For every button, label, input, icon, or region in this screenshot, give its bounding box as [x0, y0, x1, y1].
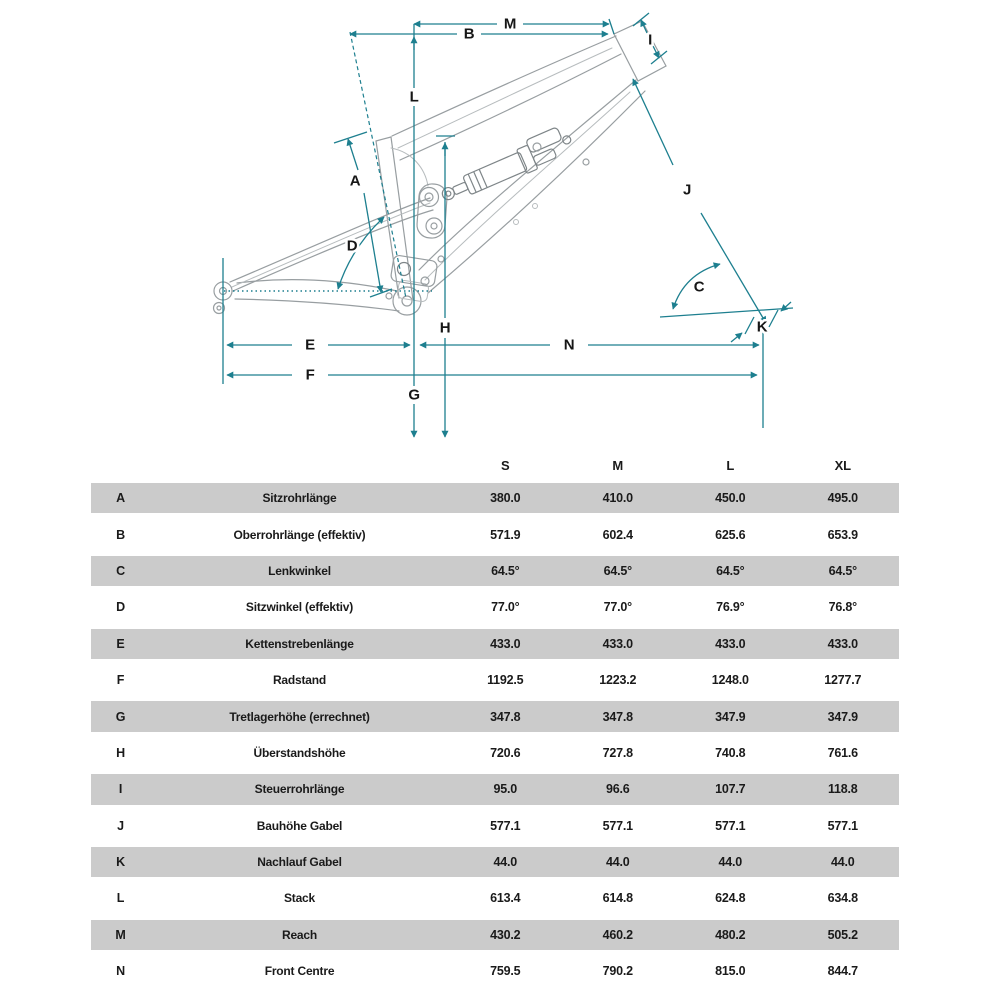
row-value-m: 727.8 — [602, 745, 633, 760]
row-value-l: 480.2 — [715, 927, 746, 942]
dim-label-i: I — [648, 31, 652, 49]
row-value-l: 624.8 — [715, 891, 746, 906]
dim-label-m: M — [503, 15, 517, 33]
row-letter: A — [116, 491, 125, 506]
row-letter: D — [116, 600, 125, 615]
dim-label-h: H — [439, 319, 451, 337]
row-value-xl: 495.0 — [827, 491, 858, 506]
row-label: Sitzwinkel (effektiv) — [245, 600, 354, 615]
row-value-xl: 577.1 — [827, 818, 858, 833]
table-body — [91, 480, 899, 989]
table-row — [91, 553, 899, 589]
row-letter: L — [116, 891, 125, 906]
row-value-xl: 761.6 — [827, 745, 858, 760]
row-value-xl: 1277.7 — [824, 673, 862, 688]
shock-drawing — [436, 124, 577, 208]
dim-label-a: A — [349, 172, 361, 190]
row-value-s: 430.2 — [490, 927, 521, 942]
row-value-l: 740.8 — [715, 745, 746, 760]
row-value-m: 96.6 — [605, 782, 630, 797]
row-letter: K — [116, 855, 125, 870]
size-header-l: L — [726, 457, 735, 473]
row-value-s: 1192.5 — [487, 673, 524, 688]
dim-label-l: L — [409, 88, 419, 106]
row-value-xl: 347.9 — [827, 709, 858, 724]
table-row — [91, 771, 899, 807]
row-label: Steuerrohrlänge — [254, 782, 345, 797]
table-row — [91, 953, 899, 989]
table-row — [91, 880, 899, 916]
ground-reference-line — [660, 308, 793, 317]
dim-label-g: G — [408, 386, 420, 404]
row-value-xl: 44.0 — [830, 855, 855, 870]
table-header-row — [91, 450, 899, 480]
row-letter: M — [115, 927, 126, 942]
row-label: Sitzrohrlänge — [262, 491, 337, 506]
row-value-xl: 634.8 — [827, 891, 858, 906]
size-header-xl: XL — [834, 457, 851, 473]
row-value-m: 433.0 — [602, 636, 633, 651]
row-value-m: 790.2 — [602, 964, 633, 979]
row-value-m: 602.4 — [602, 527, 633, 542]
row-value-l: 433.0 — [715, 636, 746, 651]
row-label: Reach — [281, 927, 318, 942]
dim-label-k: K — [756, 318, 768, 336]
table-row — [91, 662, 899, 698]
dim-label-c: C — [693, 278, 705, 296]
row-value-l: 107.7 — [715, 782, 746, 797]
row-value-l: 577.1 — [715, 818, 746, 833]
row-label: Nachlauf Gabel — [257, 855, 342, 870]
row-label: Tretlagerhöhe (errechnet) — [229, 709, 370, 724]
row-value-xl: 64.5° — [828, 563, 857, 578]
row-value-m: 614.8 — [602, 891, 633, 906]
row-letter: I — [118, 782, 123, 797]
size-header-m: M — [612, 457, 624, 473]
row-label: Radstand — [272, 673, 327, 688]
dim-label-f: F — [305, 366, 315, 384]
row-value-s: 77.0° — [491, 600, 520, 615]
row-letter: G — [115, 709, 126, 724]
bike-geometry-diagram — [0, 0, 990, 450]
dim-label-b: B — [463, 25, 475, 43]
row-value-xl: 505.2 — [827, 927, 858, 942]
row-value-l: 815.0 — [715, 964, 746, 979]
row-letter: E — [116, 636, 125, 651]
row-value-s: 95.0 — [493, 782, 518, 797]
row-value-s: 571.9 — [490, 527, 521, 542]
row-value-s: 759.5 — [490, 964, 521, 979]
row-value-xl: 653.9 — [827, 527, 858, 542]
table-row — [91, 516, 899, 552]
row-value-s: 64.5° — [491, 563, 520, 578]
table-row — [91, 589, 899, 625]
row-value-l: 347.9 — [715, 709, 746, 724]
row-letter: H — [116, 745, 125, 760]
row-value-m: 1223.2 — [599, 673, 637, 688]
row-letter: J — [117, 818, 124, 833]
row-value-s: 433.0 — [490, 636, 521, 651]
row-value-m: 44.0 — [605, 855, 630, 870]
row-value-m: 577.1 — [602, 818, 633, 833]
row-label: Bauhöhe Gabel — [256, 818, 343, 833]
row-value-xl: 844.7 — [827, 964, 858, 979]
row-value-xl: 76.8° — [828, 600, 857, 615]
row-letter: C — [116, 563, 125, 578]
row-label: Überstandshöhe — [253, 745, 346, 760]
row-label: Front Centre — [264, 964, 335, 979]
row-label: Lenkwinkel — [268, 563, 331, 578]
geometry-table — [91, 450, 899, 989]
row-value-m: 460.2 — [602, 927, 633, 942]
seat-axis-dashed-line — [350, 32, 406, 298]
row-label: Stack — [283, 891, 316, 906]
row-value-s: 720.6 — [490, 745, 521, 760]
row-value-m: 410.0 — [602, 491, 633, 506]
row-value-s: 44.0 — [493, 855, 518, 870]
dim-label-n: N — [563, 336, 575, 354]
row-letter: N — [116, 964, 125, 979]
table-row — [91, 844, 899, 880]
row-letter: B — [116, 527, 125, 542]
table-row — [91, 626, 899, 662]
row-value-l: 625.6 — [715, 527, 746, 542]
row-value-s: 577.1 — [490, 818, 521, 833]
size-header-s: S — [501, 457, 510, 473]
row-value-l: 44.0 — [718, 855, 743, 870]
row-value-xl: 433.0 — [827, 636, 858, 651]
row-value-l: 450.0 — [715, 491, 746, 506]
row-value-m: 347.8 — [602, 709, 633, 724]
row-value-m: 77.0° — [603, 600, 632, 615]
row-value-s: 613.4 — [490, 891, 521, 906]
row-value-l: 76.9° — [716, 600, 745, 615]
row-letter: F — [116, 673, 125, 688]
dim-label-j: J — [682, 181, 692, 199]
row-value-l: 64.5° — [716, 563, 745, 578]
table-row — [91, 917, 899, 953]
table-row — [91, 808, 899, 844]
row-value-l: 1248.0 — [711, 673, 749, 688]
row-value-m: 64.5° — [603, 563, 632, 578]
row-label: Oberrohrlänge (effektiv) — [233, 527, 366, 542]
table-row — [91, 698, 899, 734]
frame-drawing — [214, 21, 667, 315]
dim-label-d: D — [346, 237, 358, 255]
dim-label-e: E — [305, 336, 315, 354]
row-value-xl: 118.8 — [827, 782, 858, 797]
table-row — [91, 480, 899, 516]
row-value-s: 347.8 — [490, 709, 521, 724]
table-row — [91, 735, 899, 771]
row-value-s: 380.0 — [490, 491, 521, 506]
row-label: Kettenstrebenlänge — [245, 636, 354, 651]
